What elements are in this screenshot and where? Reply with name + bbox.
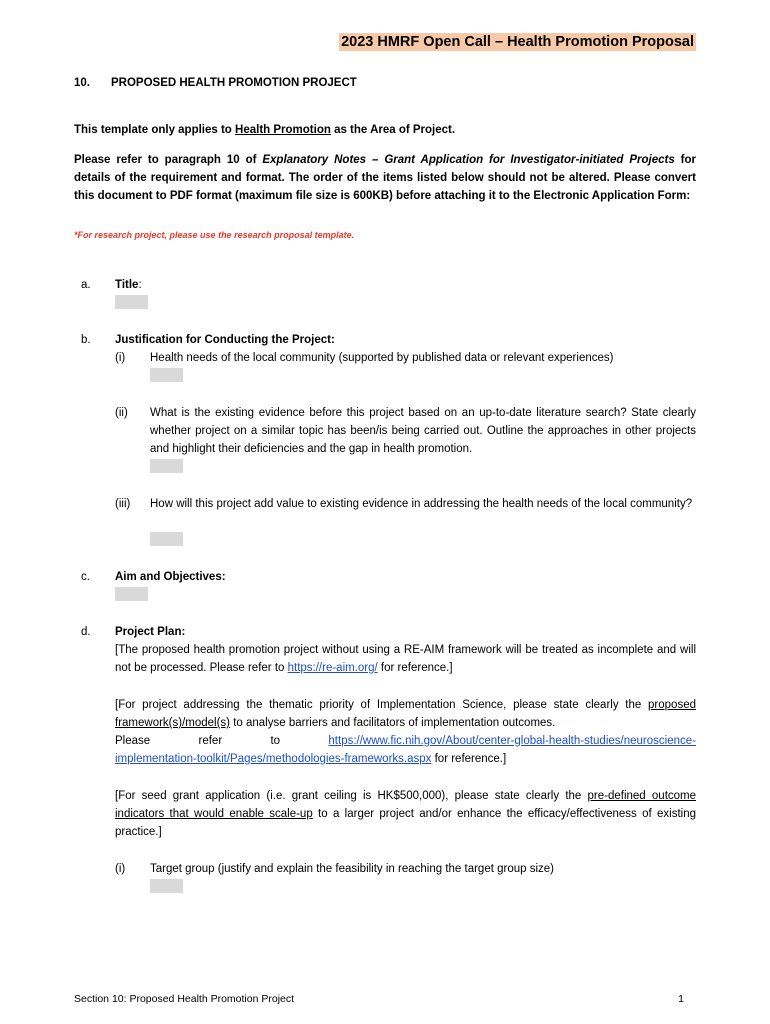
item-title xyxy=(74,276,696,294)
item-label: Aim and Objectives: xyxy=(115,571,226,583)
item-letter: a. xyxy=(81,279,91,291)
re-aim-text: [The proposed health promotion project without using a RE-AIM framework will be treated as incomplete and will not be processed. Please refer to xyxy=(115,644,696,674)
sub-text: What is the existing evidence before this project based on an up-to-date literature search? State clearly whether project on a similar topic has been/is being carried out. Outline the approaches in other projects and highlight their deficiencies and the gap in health promotion. xyxy=(150,407,696,455)
seed-grant-note xyxy=(115,787,696,841)
footer-page-number: 1 xyxy=(678,993,684,1005)
seed-suffix: to a larger project and/or enhance the efficacy/effectiveness of existing practice.] xyxy=(115,808,697,838)
section-heading xyxy=(74,77,357,89)
item-letter: d. xyxy=(81,626,91,638)
title-input-field[interactable] xyxy=(115,295,148,309)
sub-numeral: (iii) xyxy=(115,498,131,510)
impl-suffix: for reference.] xyxy=(431,753,507,765)
section-title: PROPOSED HEALTH PROMOTION PROJECT xyxy=(111,77,357,89)
impl-text: [For project addressing the thematic priority of Implementation Science, please state clearly the xyxy=(115,699,649,711)
applies-suffix: as the Area of Project. xyxy=(330,124,456,136)
impl-framework-phrase: proposed framework(s)/model(s) xyxy=(115,699,696,729)
sub-numeral: (i) xyxy=(115,863,126,875)
impl-to: to xyxy=(270,735,281,747)
refer-prefix: Please refer to paragraph 10 of xyxy=(74,154,263,166)
seed-indicators-phrase: pre-defined outcome indicators that would enable scale-up xyxy=(115,790,697,820)
item-aim-objectives xyxy=(74,568,696,586)
footer-section-label: Section 10: Proposed Health Promotion Project xyxy=(74,993,295,1005)
fic-nih-link-part1[interactable]: https://www.fic.nih.gov/About/center-global-health-studies/neuroscience- xyxy=(328,735,696,747)
justification-sub-iii xyxy=(115,495,696,531)
research-template-note: *For research project, please use the research proposal template. xyxy=(74,230,355,240)
item-label-colon: : xyxy=(138,279,142,291)
impl-refer-line xyxy=(115,732,696,750)
impl-middle: to analyse barriers and facilitators of implementation outcomes. xyxy=(230,717,556,729)
sub-numeral: (i) xyxy=(115,352,126,364)
explanatory-notes-title: Explanatory Notes – Grant Application for Investigator-initiated Projects xyxy=(262,154,675,166)
re-aim-requirement xyxy=(115,641,696,677)
section-number: 10. xyxy=(74,77,90,89)
impl-please: Please xyxy=(115,735,151,747)
sub-text: Target group (justify and explain the feasibility in reaching the target group size) xyxy=(150,863,555,875)
item-project-plan xyxy=(74,623,696,641)
seed-text: [For seed grant application (i.e. grant ceiling is HK$500,000), please state clearly the xyxy=(115,790,588,802)
target-group-input-field[interactable] xyxy=(150,879,183,893)
page-header-title: 2023 HMRF Open Call – Health Promotion Proposal xyxy=(341,34,694,50)
applies-note xyxy=(74,121,696,139)
re-aim-link[interactable]: https://re-aim.org/ xyxy=(287,662,378,674)
added-value-input-field[interactable] xyxy=(150,532,183,546)
refer-suffix: for details of the requirement and format. The order of the items listed below should not be altered. Please convert this document to PDF format (maximum file size is 600KB) before attaching it to the Electronic Application Form: xyxy=(74,154,696,202)
fic-nih-link-part2[interactable]: implementation-toolkit/Pages/methodologies-frameworks.aspx xyxy=(115,753,432,765)
sub-text: How will this project add value to existing evidence in addressing the health needs of the local community? xyxy=(150,498,693,510)
item-label: Project Plan: xyxy=(115,626,186,638)
impl-refer: refer xyxy=(198,735,223,747)
item-label: Justification for Conducting the Project: xyxy=(115,334,335,346)
existing-evidence-input-field[interactable] xyxy=(150,459,183,473)
health-needs-input-field[interactable] xyxy=(150,368,183,382)
re-aim-suffix: for reference.] xyxy=(377,662,453,674)
applies-prefix: This template only applies to xyxy=(74,124,236,136)
item-label: Title xyxy=(115,279,139,291)
implementation-science-note xyxy=(115,696,696,768)
item-justification xyxy=(74,331,696,349)
item-letter: b. xyxy=(81,334,91,346)
applies-area: Health Promotion xyxy=(235,124,331,136)
sub-text: Health needs of the local community (supported by published data or relevant experiences) xyxy=(150,352,614,364)
justification-sub-i xyxy=(115,349,696,367)
sub-numeral: (ii) xyxy=(115,407,128,419)
aim-objectives-input-field[interactable] xyxy=(115,587,148,601)
project-plan-sub-i xyxy=(115,860,696,878)
item-letter: c. xyxy=(81,571,90,583)
justification-sub-ii xyxy=(115,404,696,458)
refer-instructions xyxy=(74,151,696,205)
